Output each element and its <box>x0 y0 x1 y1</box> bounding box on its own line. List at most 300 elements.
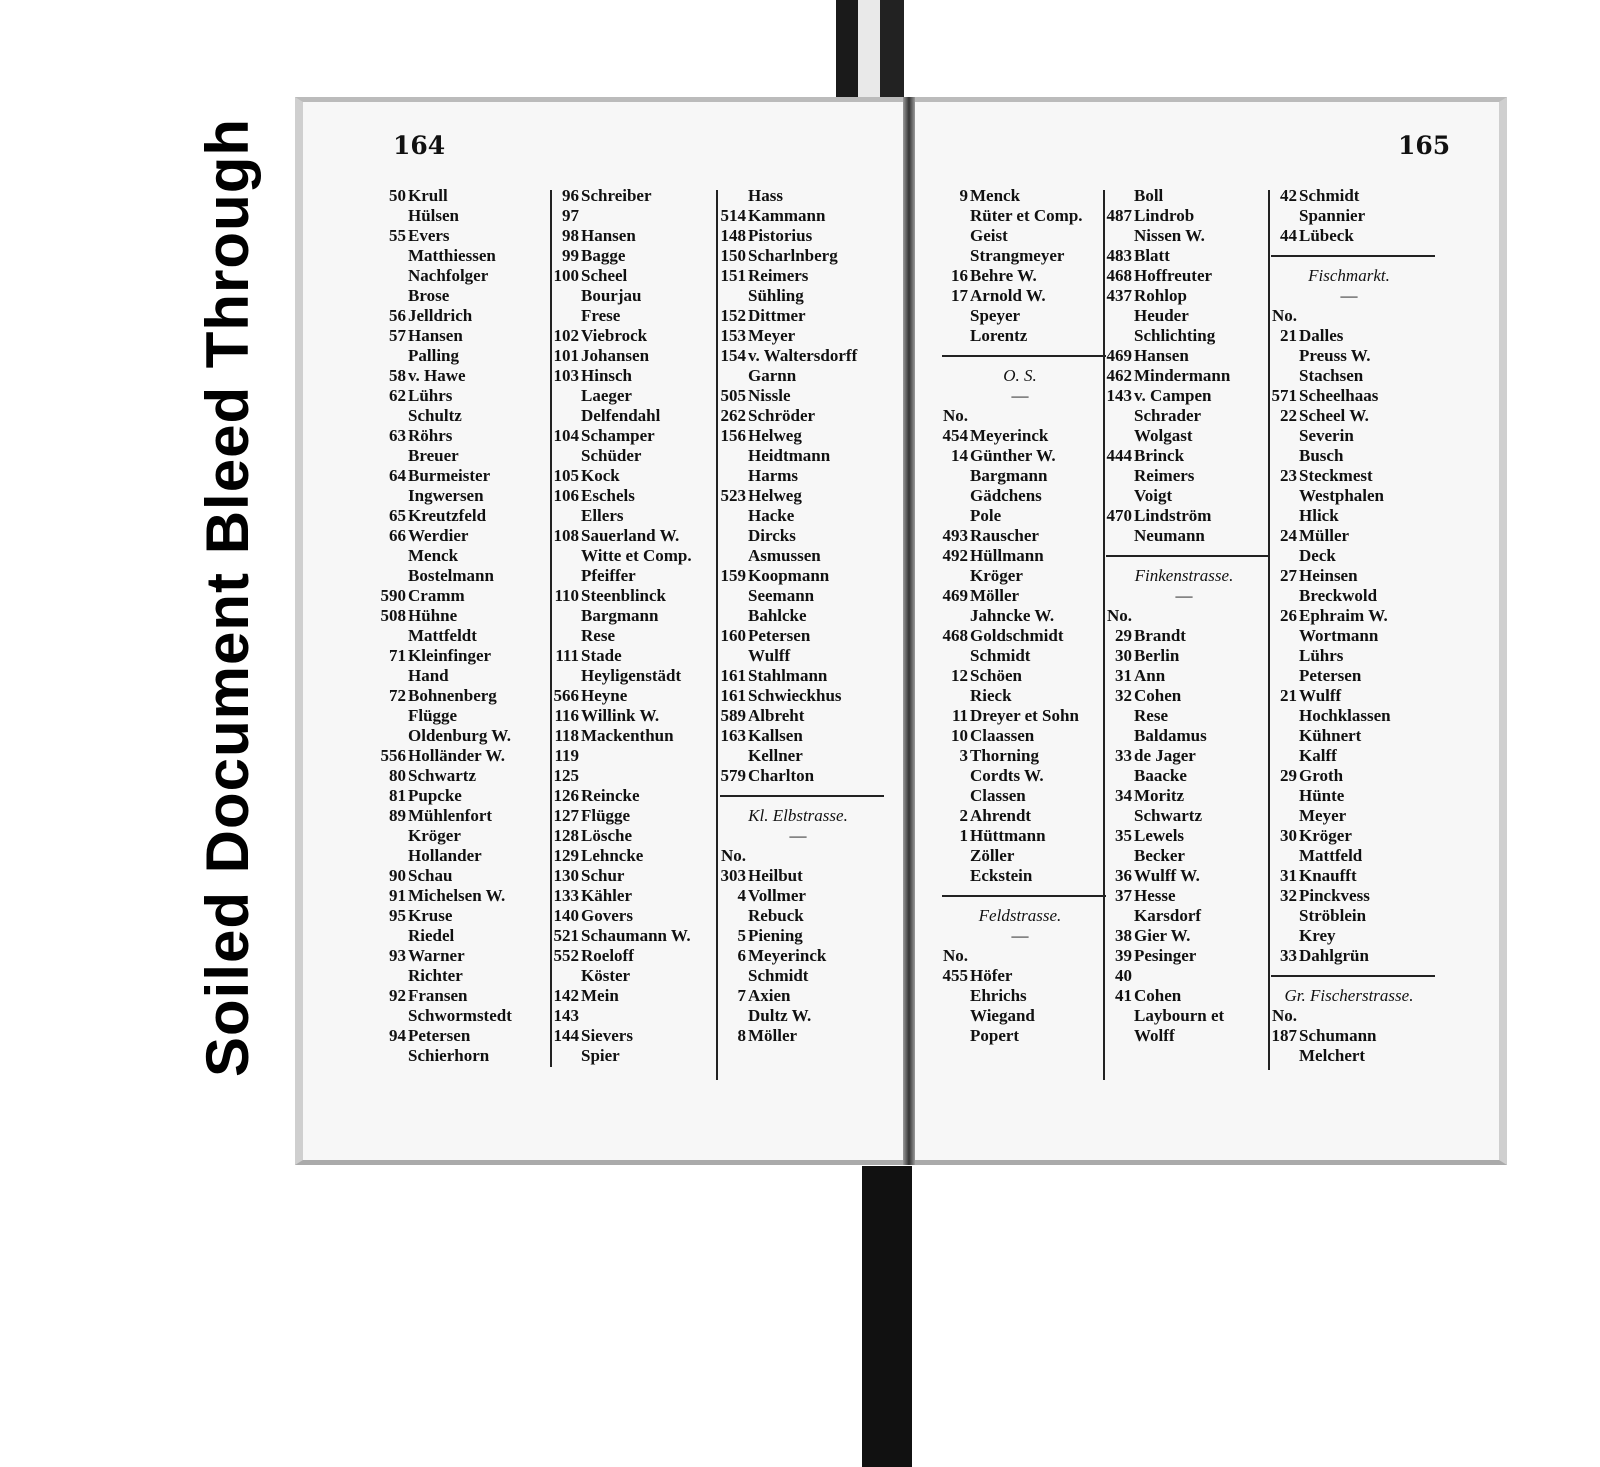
resident-name: Cramm <box>408 586 465 605</box>
directory-entry <box>545 1046 721 1066</box>
directory-entry <box>1263 466 1435 486</box>
directory-entry <box>934 686 1106 706</box>
resident-name: Charlton <box>748 766 815 785</box>
resident-name: Busch <box>1299 446 1344 465</box>
directory-entry <box>372 486 548 506</box>
house-number: 99 <box>562 246 579 265</box>
directory-entry <box>545 466 721 486</box>
resident-name: Wiegand <box>970 1006 1035 1025</box>
resident-name: Karsdorf <box>1134 906 1202 925</box>
directory-entry <box>712 346 884 366</box>
directory-entry <box>712 586 884 606</box>
resident-name: Steckmest <box>1299 466 1373 485</box>
house-number: 552 <box>553 946 579 965</box>
resident-name: Lindrob <box>1134 206 1195 225</box>
directory-entry <box>372 446 548 466</box>
house-number: 27 <box>1280 566 1297 585</box>
resident-name: Scheelhaas <box>1299 386 1379 405</box>
resident-name: Hacke <box>748 506 795 525</box>
directory-entry <box>934 866 1106 886</box>
section-rule <box>1098 546 1270 566</box>
resident-name: Rese <box>581 626 615 645</box>
resident-name: Pesinger <box>1134 946 1197 965</box>
directory-entry <box>372 926 548 946</box>
house-number: 56 <box>389 306 406 325</box>
directory-entry <box>934 966 1106 986</box>
resident-name: Menck <box>970 186 1021 205</box>
resident-name: Kammann <box>748 206 826 225</box>
resident-name: v. Hawe <box>408 366 466 385</box>
house-number: 95 <box>389 906 406 925</box>
directory-entry <box>934 946 1106 966</box>
house-number: 63 <box>389 426 406 445</box>
directory-entry <box>372 1046 548 1066</box>
directory-entry <box>934 846 1106 866</box>
directory-entry <box>934 426 1106 446</box>
resident-name: Bostelmann <box>408 566 494 585</box>
house-number: 128 <box>553 826 579 845</box>
house-number: 262 <box>720 406 746 425</box>
resident-name: Petersen <box>1299 666 1362 685</box>
house-number: 81 <box>389 786 406 805</box>
resident-name: Lührs <box>1299 646 1344 665</box>
house-number: 303 <box>720 866 746 885</box>
directory-entry <box>1098 866 1270 886</box>
directory-entry <box>1098 446 1270 466</box>
resident-name: Bahlcke <box>748 606 807 625</box>
directory-entry <box>372 506 548 526</box>
house-number: 103 <box>553 366 579 385</box>
resident-name: Rohlop <box>1134 286 1187 305</box>
directory-entry <box>545 826 721 846</box>
house-number: 5 <box>737 926 746 945</box>
house-number: 42 <box>1280 186 1297 205</box>
directory-entry <box>1263 386 1435 406</box>
resident-name: Schwormstedt <box>408 1006 512 1025</box>
directory-entry <box>545 626 721 646</box>
house-number: 31 <box>1115 666 1132 685</box>
directory-entry <box>1263 566 1435 586</box>
column-divider <box>1268 190 1270 1070</box>
resident-name: Kock <box>581 466 620 485</box>
directory-entry <box>934 306 1106 326</box>
resident-name: Möller <box>970 586 1020 605</box>
directory-entry <box>545 986 721 1006</box>
house-number: 21 <box>1280 326 1297 345</box>
house-number: 10 <box>951 726 968 745</box>
resident-name: Mattfeld <box>1299 846 1363 865</box>
resident-name: Lewels <box>1134 826 1185 845</box>
directory-entry <box>372 786 548 806</box>
directory-entry <box>1098 826 1270 846</box>
directory-entry <box>372 266 548 286</box>
resident-name: Werdier <box>408 526 469 545</box>
resident-name: Scheel W. <box>1299 406 1369 425</box>
directory-entry <box>372 366 548 386</box>
resident-name: Reincke <box>581 786 640 805</box>
resident-name: Brandt <box>1134 626 1186 645</box>
directory-entry <box>1098 726 1270 746</box>
directory-entry <box>1263 506 1435 526</box>
house-number: 41 <box>1115 986 1132 1005</box>
directory-entry <box>372 906 548 926</box>
house-number: 35 <box>1115 826 1132 845</box>
directory-entry <box>372 826 548 846</box>
directory-entry <box>545 326 721 346</box>
microfilm-edge-top <box>828 0 936 104</box>
directory-entry <box>372 846 548 866</box>
resident-name: Schamper <box>581 426 655 445</box>
directory-entry <box>1263 406 1435 426</box>
resident-name: Michelsen W. <box>408 886 506 905</box>
house-number: 126 <box>553 786 579 805</box>
house-number: 33 <box>1115 746 1132 765</box>
directory-entry <box>545 246 721 266</box>
resident-name: Helweg <box>748 426 802 445</box>
resident-name: Röhrs <box>408 426 453 445</box>
directory-entry <box>372 586 548 606</box>
house-number: 125 <box>553 766 579 785</box>
directory-entry <box>1098 226 1270 246</box>
house-number: 16 <box>951 266 968 285</box>
house-number: 90 <box>389 866 406 885</box>
directory-entry <box>372 406 548 426</box>
directory-entry <box>545 906 721 926</box>
resident-name: Willink W. <box>581 706 660 725</box>
directory-entry <box>1098 626 1270 646</box>
directory-entry <box>372 726 548 746</box>
resident-name: Bargmann <box>970 466 1048 485</box>
resident-name: Hünte <box>1299 786 1345 805</box>
directory-entry <box>545 646 721 666</box>
house-number: 160 <box>720 626 746 645</box>
directory-entry <box>1098 246 1270 266</box>
house-number: 493 <box>942 526 968 545</box>
house-number: 521 <box>553 926 579 945</box>
street-heading: Kl. Elbstrasse. <box>748 806 848 825</box>
directory-entry <box>1098 906 1270 926</box>
resident-name: Kähler <box>581 886 632 905</box>
directory-entry <box>372 186 548 206</box>
resident-name: Viebrock <box>581 326 648 345</box>
house-number: 161 <box>720 686 746 705</box>
resident-name: Stahlmann <box>748 666 828 685</box>
resident-name: Dahlgrün <box>1299 946 1369 965</box>
resident-name: Geist <box>970 226 1008 245</box>
resident-name: Boll <box>1134 186 1164 205</box>
house-number: 143 <box>1106 386 1132 405</box>
resident-name: Ellers <box>581 506 624 525</box>
directory-entry <box>545 866 721 886</box>
directory-entry <box>934 1026 1106 1046</box>
resident-name: Breuer <box>408 446 459 465</box>
resident-name: Eschels <box>581 486 635 505</box>
resident-name: Frese <box>581 306 621 325</box>
house-number: 118 <box>554 726 579 745</box>
directory-entry <box>712 766 884 786</box>
resident-name: Dultz W. <box>748 1006 812 1025</box>
house-number: 153 <box>720 326 746 345</box>
resident-name: Kröger <box>1299 826 1352 845</box>
directory-entry <box>372 226 548 246</box>
directory-entry <box>1263 746 1435 766</box>
resident-name: Pole <box>970 506 1002 525</box>
directory-entry <box>372 886 548 906</box>
house-number: 1 <box>959 826 968 845</box>
house-number: 3 <box>959 746 968 765</box>
resident-name: Schreiber <box>581 186 652 205</box>
resident-name: Neumann <box>1134 526 1205 545</box>
directory-entry <box>545 446 721 466</box>
resident-name: Kalff <box>1299 746 1337 765</box>
directory-entry <box>934 766 1106 786</box>
directory-entry <box>712 986 884 1006</box>
resident-name: Dittmer <box>748 306 806 325</box>
directory-entry <box>934 486 1106 506</box>
resident-name: Rese <box>1134 706 1168 725</box>
house-number: 65 <box>389 506 406 525</box>
house-number: 470 <box>1106 506 1132 525</box>
resident-name: Lehncke <box>581 846 644 865</box>
directory-entry <box>712 706 884 726</box>
directory-entry <box>545 346 721 366</box>
street-heading: Feldstrasse. <box>978 906 1062 925</box>
resident-name: Brose <box>408 286 450 305</box>
house-number: 505 <box>720 386 746 405</box>
section-rule <box>934 346 1106 366</box>
house-number: 151 <box>720 266 746 285</box>
resident-name: Hollander <box>408 846 482 865</box>
directory-entry <box>545 726 721 746</box>
house-number: 24 <box>1280 526 1297 545</box>
resident-name: Groth <box>1299 766 1344 785</box>
house-number: 571 <box>1271 386 1297 405</box>
resident-name: Brinck <box>1134 446 1185 465</box>
directory-entry <box>712 666 884 686</box>
house-number: 72 <box>389 686 406 705</box>
directory-entry <box>934 566 1106 586</box>
directory-entry <box>1098 966 1270 986</box>
resident-name: Schur <box>581 866 625 885</box>
directory-entry <box>545 286 721 306</box>
directory-entry <box>712 366 884 386</box>
directory-entry <box>934 526 1106 546</box>
resident-name: Lübeck <box>1299 226 1354 245</box>
resident-name: Hüttmann <box>970 826 1046 845</box>
directory-entry <box>1263 666 1435 686</box>
resident-name: Reimers <box>1134 466 1195 485</box>
house-number: 80 <box>389 766 406 785</box>
resident-name: Laeger <box>581 386 632 405</box>
resident-name: Kröger <box>970 566 1023 585</box>
house-number: 11 <box>951 706 968 725</box>
directory-entry <box>1263 706 1435 726</box>
house-number: 31 <box>1280 866 1297 885</box>
directory-entry <box>1098 806 1270 826</box>
resident-name: Cohen <box>1134 686 1182 705</box>
house-number: No. <box>1106 606 1132 625</box>
directory-entry <box>712 186 884 206</box>
directory-entry <box>712 206 884 226</box>
house-number: 469 <box>942 586 968 605</box>
resident-name: Knaufft <box>1299 866 1357 885</box>
house-number: 148 <box>720 226 746 245</box>
house-number: 468 <box>1106 266 1132 285</box>
directory-entry <box>1098 286 1270 306</box>
directory-entry <box>712 386 884 406</box>
resident-name: Müller <box>1299 526 1350 545</box>
house-number: 96 <box>562 186 579 205</box>
directory-entry <box>712 486 884 506</box>
house-number: 30 <box>1115 646 1132 665</box>
directory-entry <box>545 766 721 786</box>
house-number: 44 <box>1280 226 1297 245</box>
resident-name: Severin <box>1299 426 1354 445</box>
directory-entry <box>372 706 548 726</box>
house-number: 108 <box>553 526 579 545</box>
resident-name: Hlick <box>1299 506 1339 525</box>
resident-name: Ingwersen <box>408 486 484 505</box>
directory-entry <box>545 606 721 626</box>
directory-entry <box>712 966 884 986</box>
directory-entry <box>712 306 884 326</box>
house-number: 39 <box>1115 946 1132 965</box>
directory-column-2 <box>545 186 721 1066</box>
resident-name: Fransen <box>408 986 468 1005</box>
resident-name: Schlichting <box>1134 326 1216 345</box>
resident-name: Mindermann <box>1134 366 1231 385</box>
house-number: 34 <box>1115 786 1132 805</box>
directory-entry <box>934 546 1106 566</box>
resident-name: Höfer <box>970 966 1013 985</box>
street-heading: Gr. Fischerstrasse. <box>1284 986 1414 1005</box>
resident-name: Breckwold <box>1299 586 1378 605</box>
house-number: 26 <box>1280 606 1297 625</box>
directory-entry <box>1098 346 1270 366</box>
resident-name: Burmeister <box>408 466 491 485</box>
microfilm-edge-bottom <box>862 1166 912 1467</box>
resident-name: Hand <box>408 666 449 685</box>
resident-name: Schumann <box>1299 1026 1377 1045</box>
directory-entry <box>1098 886 1270 906</box>
house-number: 579 <box>720 766 746 785</box>
directory-entry <box>1098 306 1270 326</box>
directory-entry <box>1263 766 1435 786</box>
directory-entry <box>712 246 884 266</box>
directory-entry <box>545 926 721 946</box>
house-number: 97 <box>562 206 579 225</box>
directory-entry <box>545 426 721 446</box>
house-number: 100 <box>553 266 579 285</box>
resident-name: Eckstein <box>970 866 1033 885</box>
resident-name: Deck <box>1299 546 1336 565</box>
section-rule <box>1263 966 1435 986</box>
house-number: 91 <box>389 886 406 905</box>
house-number: 58 <box>389 366 406 385</box>
house-number: 119 <box>554 746 579 765</box>
directory-entry <box>1263 186 1435 206</box>
house-number: 22 <box>1280 406 1297 425</box>
resident-name: Cohen <box>1134 986 1182 1005</box>
directory-entry <box>712 546 884 566</box>
resident-name: Seemann <box>748 586 815 605</box>
directory-entry <box>1098 926 1270 946</box>
directory-entry <box>545 706 721 726</box>
directory-entry <box>934 326 1106 346</box>
resident-name: Mattfeldt <box>408 626 477 645</box>
resident-name: Hühne <box>408 606 458 625</box>
directory-entry <box>1263 326 1435 346</box>
resident-name: Schwieckhus <box>748 686 842 705</box>
directory-entry <box>712 866 884 886</box>
directory-entry <box>1263 226 1435 246</box>
resident-name: Menck <box>408 546 459 565</box>
directory-entry <box>372 746 548 766</box>
house-number: 92 <box>389 986 406 1005</box>
resident-name: Wulff <box>1299 686 1342 705</box>
directory-entry <box>545 846 721 866</box>
house-number: 104 <box>553 426 579 445</box>
resident-name: Bohnenberg <box>408 686 497 705</box>
resident-name: Lindström <box>1134 506 1212 525</box>
directory-entry <box>545 406 721 426</box>
house-number: 508 <box>380 606 406 625</box>
house-number: 590 <box>380 586 406 605</box>
house-number: 57 <box>389 326 406 345</box>
resident-name: Asmussen <box>748 546 821 565</box>
resident-name: Flügge <box>408 706 458 725</box>
directory-entry <box>712 726 884 746</box>
resident-name: Dircks <box>748 526 796 545</box>
resident-name: Nissen W. <box>1134 226 1205 245</box>
resident-name: Warner <box>408 946 465 965</box>
resident-name: Bargmann <box>581 606 659 625</box>
resident-name: Classen <box>970 786 1026 805</box>
directory-entry <box>1263 726 1435 746</box>
directory-entry <box>545 746 721 766</box>
house-number: 36 <box>1115 866 1132 885</box>
directory-column-5 <box>1098 186 1270 1046</box>
directory-entry <box>545 506 721 526</box>
directory-entry <box>712 1006 884 1026</box>
resident-name: Claassen <box>970 726 1035 745</box>
house-number: 37 <box>1115 886 1132 905</box>
resident-name: Meyer <box>748 326 796 345</box>
resident-name: Lösche <box>581 826 632 845</box>
directory-entry <box>372 1026 548 1046</box>
directory-entry <box>1263 866 1435 886</box>
resident-name: Evers <box>408 226 450 245</box>
directory-entry <box>545 966 721 986</box>
resident-name: Pfeiffer <box>581 566 636 585</box>
resident-name: Rebuck <box>748 906 804 925</box>
directory-entry <box>934 806 1106 826</box>
directory-entry <box>712 746 884 766</box>
resident-name: Heinsen <box>1299 566 1358 585</box>
house-number: 62 <box>389 386 406 405</box>
resident-name: Kellner <box>748 746 803 765</box>
resident-name: Heuder <box>1134 306 1189 325</box>
directory-entry <box>1098 386 1270 406</box>
directory-entry <box>712 686 884 706</box>
house-number: 21 <box>1280 686 1297 705</box>
directory-entry <box>1263 826 1435 846</box>
resident-name: Hansen <box>1134 346 1189 365</box>
directory-entry <box>712 846 884 866</box>
house-number: 29 <box>1280 766 1297 785</box>
directory-entry <box>712 326 884 346</box>
directory-entry <box>545 206 721 226</box>
